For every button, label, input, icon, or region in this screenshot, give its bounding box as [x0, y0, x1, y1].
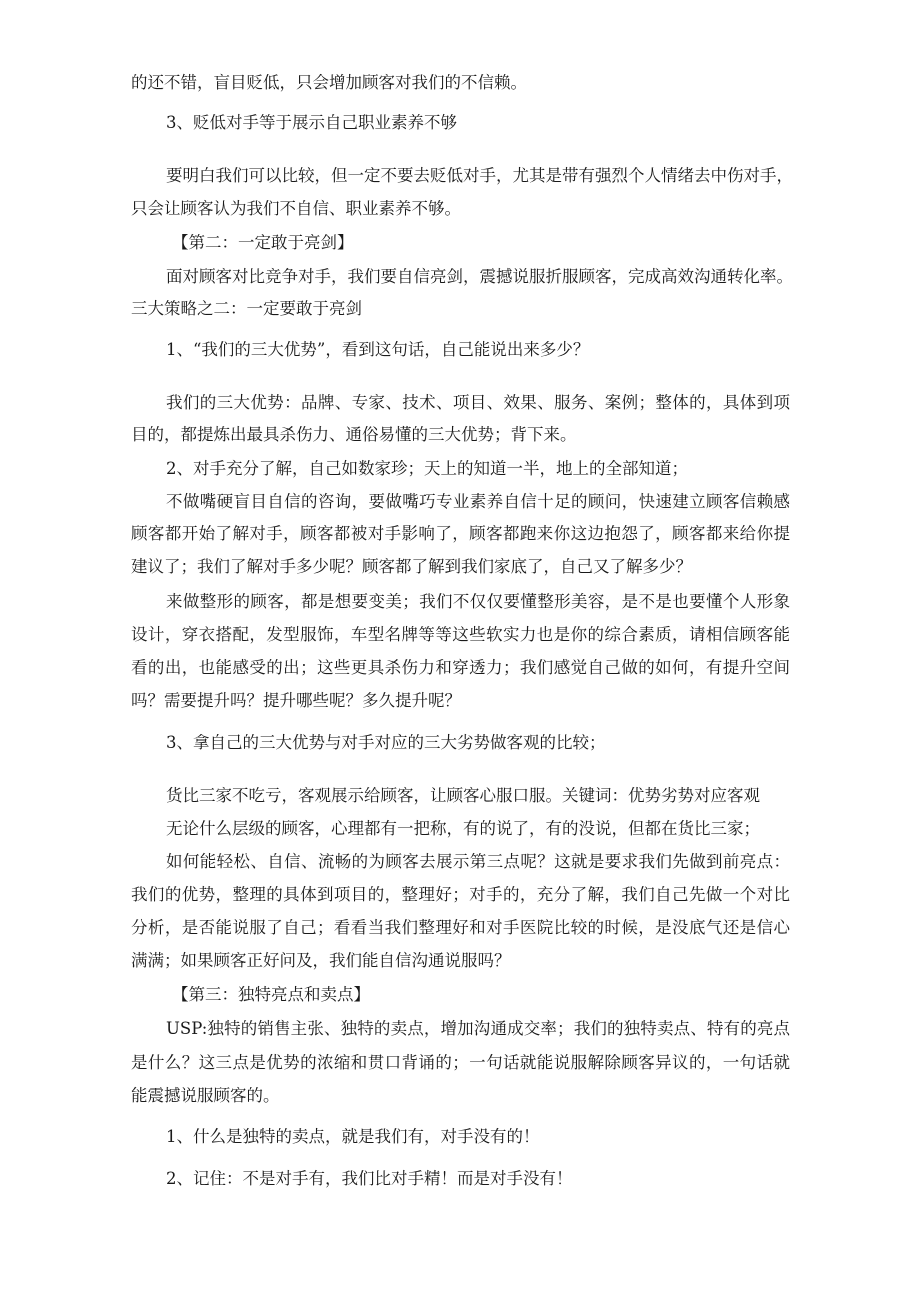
text-line: 面对顾客对比竞争对手，我们要自信亮剑，震撼说服折服顾客，完成高效沟通转化率。 — [166, 267, 793, 286]
text-line: 三大策略之二：一定要敢于亮剑 — [131, 299, 362, 318]
subheading: 3、拿自己的三大优势与对手对应的三大劣势做客观的比较； — [166, 733, 606, 752]
text-line: 不做嘴硬盲目自信的咨询，要做嘴巧专业素养自信十足的顾问，快速建立顾客信赖感 — [166, 492, 790, 511]
text-line: 满满；如果顾客正好问及，我们能自信沟通说服吗？ — [131, 951, 511, 970]
subheading: 2、记住：不是对手有，我们比对手精！而是对手没有！ — [166, 1169, 573, 1188]
text-line: 设计，穿衣搭配，发型服饰，车型名牌等等这些软实力也是你的综合素质，请相信顾客能 — [131, 625, 790, 644]
text-line: 的还不错，盲目贬低，只会增加顾客对我们的不信赖。 — [131, 73, 527, 92]
section-heading: 【第二：一定敢于亮剑】 — [172, 233, 354, 252]
text-line: 我们的优势，整理的具体到项目的，整理好；对手的，充分了解，我们自己先做一个对比 — [131, 885, 790, 904]
text-line: 吗？需要提升吗？提升哪些呢？多久提升呢？ — [131, 691, 461, 710]
subheading: 1、什么是独特的卖点，就是我们有，对手没有的！ — [166, 1127, 540, 1146]
text-line: 建议了；我们了解对手多少呢？顾客都了解到我们家底了，自己又了解多少？ — [131, 557, 692, 576]
text-line: USP:独特的销售主张、独特的卖点，增加沟通成交率；我们的独特卖点、特有的亮点 — [166, 1019, 790, 1038]
text-line: 我们的三大优势：品牌、专家、技术、项目、效果、服务、案例；整体的，具体到项 — [166, 393, 790, 412]
text-line: 能震撼说服顾客的。 — [131, 1086, 280, 1105]
text-line: 目的，都提炼出最具杀伤力、通俗易懂的三大优势；背下来。 — [131, 425, 577, 444]
subheading: 1、“我们的三大优势”，看到这句话，自己能说出来多少？ — [166, 340, 590, 359]
text-line: 看的出，也能感受的出；这些更具杀伤力和穿透力；我们感觉自己做的如何，有提升空间 — [131, 658, 790, 677]
section-heading: 【第三：独特亮点和卖点】 — [172, 985, 370, 1004]
text-line: 货比三家不吃亏，客观展示给顾客，让顾客心服口服。关键词：优势劣势对应客观 — [166, 786, 760, 805]
text-line: 来做整形的顾客，都是想要变美；我们不仅仅要懂整形美容，是不是也要懂个人形象 — [166, 592, 790, 611]
text-line: 要明白我们可以比较，但一定不要去贬低对手，尤其是带有强烈个人情绪去中伤对手， — [166, 166, 793, 185]
text-line: 分析，是否能说服了自己；看看当我们整理好和对手医院比较的时候，是没底气还是信心 — [131, 918, 790, 937]
subheading: 2、对手充分了解，自己如数家珍；天上的知道一半，地上的全部知道； — [166, 459, 688, 478]
text-line: 是什么？这三点是优势的浓缩和贯口背诵的；一句话就能说服解除顾客异议的，一句话就 — [131, 1053, 790, 1072]
text-line: 只会让顾客认为我们不自信、职业素养不够。 — [131, 199, 461, 218]
text-line: 无论什么层级的顾客，心理都有一把称，有的说了，有的没说，但都在货比三家； — [166, 819, 760, 838]
subheading: 3、贬低对手等于展示自己职业素养不够 — [166, 113, 457, 132]
text-line: 如何能轻松、自信、流畅的为顾客去展示第三点呢？这就是要求我们先做到前亮点： — [166, 852, 790, 871]
text-line: 顾客都开始了解对手，顾客都被对手影响了，顾客都跑来你这边抱怨了，顾客都来给你提 — [131, 524, 790, 543]
